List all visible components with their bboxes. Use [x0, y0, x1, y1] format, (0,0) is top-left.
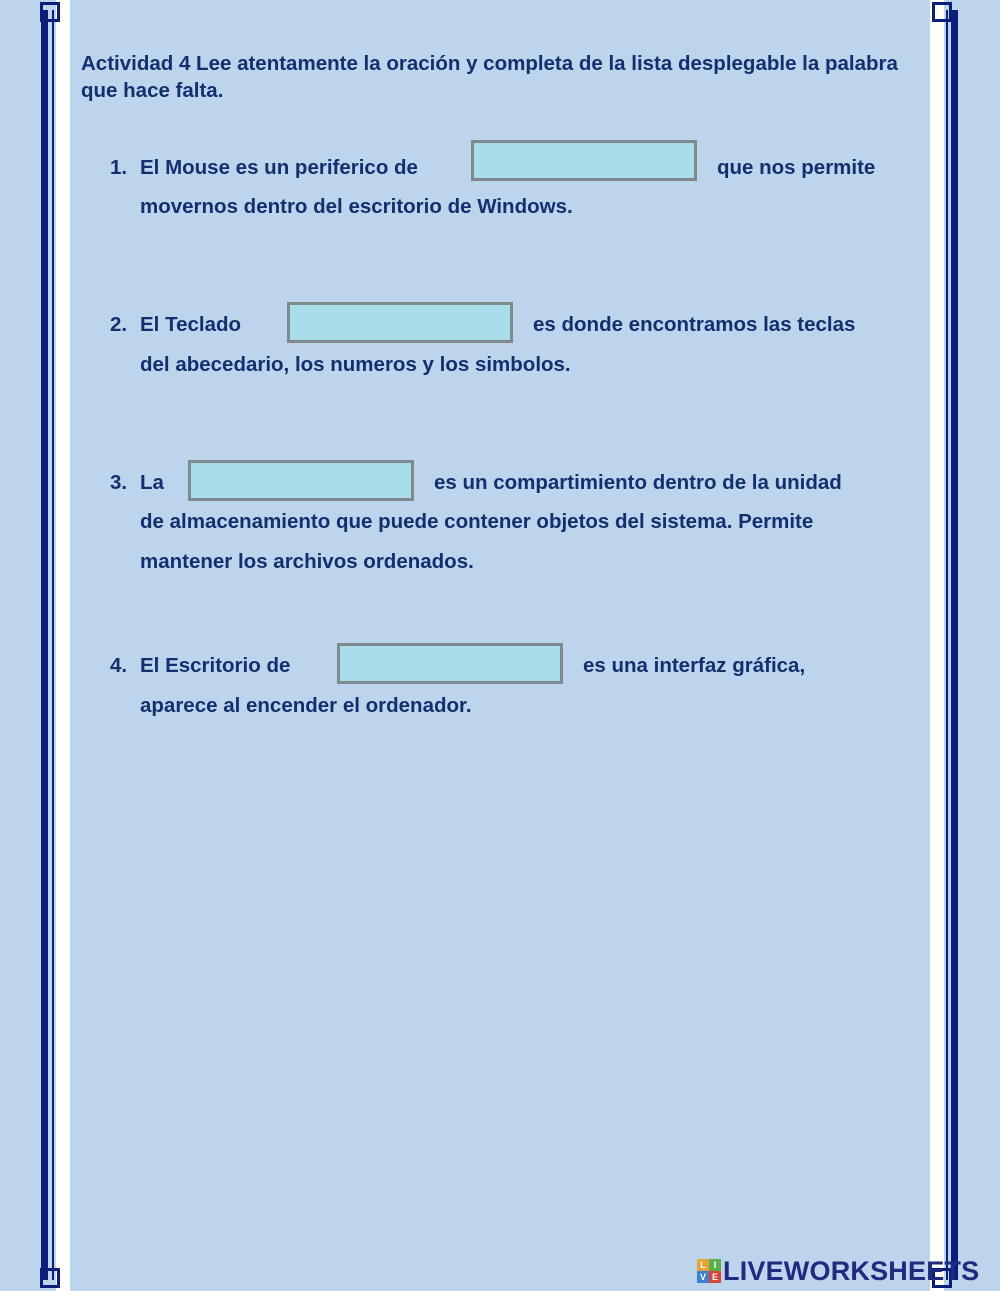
frame-line-left [52, 10, 54, 1280]
question-number: 2. [110, 313, 128, 336]
frame-corner-top-left [40, 2, 60, 22]
question-text-before: El Mouse es un periferico de [140, 156, 418, 179]
answer-dropdown-4[interactable] [337, 643, 563, 684]
question-text-continuation: mantener los archivos ordenados. [140, 550, 474, 573]
question-text-continuation: de almacenamiento que puede contener objetos del sistema. Permite [140, 510, 814, 533]
question-text-after: es donde encontramos las teclas [533, 313, 856, 336]
frame-margin-left [56, 0, 70, 1291]
question-text-before: El Teclado [140, 313, 242, 336]
question-text-before: El Escritorio de [140, 654, 291, 677]
answer-dropdown-3[interactable] [188, 460, 414, 501]
question-number: 3. [110, 471, 128, 494]
activity-instructions: Actividad 4 Lee atentamente la oración y completa de la lista desplegable la palabra que hace falta. [81, 52, 898, 102]
question-text-before: La [140, 471, 164, 494]
question-text-after: es una interfaz gráfica, [583, 654, 806, 677]
liveworksheets-wordmark: LIVEWORKSHEETS [723, 1255, 980, 1286]
question-text-after: es un compartimiento dentro de la unidad [434, 471, 842, 494]
question-text-continuation: movernos dentro del escritorio de Windows. [140, 195, 573, 218]
question-text-continuation: aparece al encender el ordenador. [140, 694, 472, 717]
question-text-continuation: del abecedario, los numeros y los simbolos. [140, 353, 571, 376]
answer-dropdown-1[interactable] [471, 140, 697, 181]
question-text-after: que nos permite [717, 156, 876, 179]
question-number: 1. [110, 156, 128, 179]
frame-border-right [951, 10, 958, 1280]
liveworksheets-logo-icon: L I V E [697, 1259, 721, 1283]
frame-corner-bottom-left [40, 1268, 60, 1288]
frame-margin-right [930, 0, 944, 1291]
frame-border-left [41, 10, 48, 1280]
frame-line-right [946, 10, 948, 1280]
liveworksheets-watermark [697, 1255, 979, 1287]
frame-corner-top-right [932, 2, 952, 22]
answer-dropdown-2[interactable] [287, 302, 513, 343]
question-number: 4. [110, 654, 128, 677]
